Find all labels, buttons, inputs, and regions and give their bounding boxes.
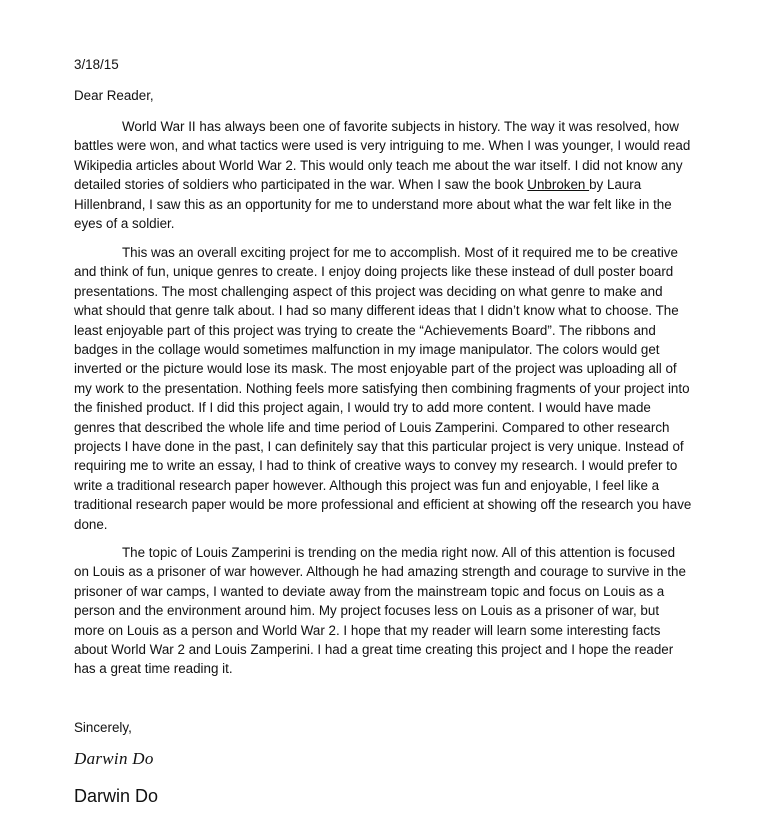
signature-printed-name: Darwin Do xyxy=(74,786,159,806)
book-title: Unbroken xyxy=(527,177,590,193)
paragraph-1-text-end: by Laura Hillenbrand, I saw this as an opportunity for me to understand more about what the war felt like in the eyes of a soldier. xyxy=(74,177,672,232)
paragraph-1-text-start: World War II has always been one of favorite subjects in history. The way it was resolved, how battles were won, and what tactics were used is very intriguing to me. When I was younger, I would read Wikipedia articles about World War 2. This would only teach me about the war itself. I did not know any detailed stories of soldiers who participated in the war. When I saw the book xyxy=(74,119,691,193)
letter-date: 3/18/15 xyxy=(74,57,119,72)
closing: Sincerely, xyxy=(74,720,132,735)
paragraph-1 xyxy=(74,117,692,233)
paragraph-3: The topic of Louis Zamperini is trending on the media right now. All of this attention is focused on Louis as a prisoner of war however. Although he had amazing strength and courage to survive in the prisoner of war camps, I wanted to deviate away from the mainstream topic and focus on Louis as a person and the environment around him. My project focuses less on Louis as a prisoner of war, but more on Louis as a person and World War 2. I hope that my reader will learn some interesting facts about World War 2 and Louis Zamperini. I had a great time creating this project and I hope the reader has a great time reading it. xyxy=(74,545,686,677)
paragraph-2: This was an overall exciting project for me to accomplish. Most of it required me to be creative and think of fun, unique genres to create. I enjoy doing projects like these instead of dull poster board presentations. The most challenging aspect of this project was deciding on what genre to make and what should that genre talk about. I had so many different ideas that I didn’t know what to choose. The least enjoyable part of this project was trying to create the “Achievements Board”. The ribbons and badges in the collage would sometimes malfunction in my image manipulator. The colors would get inverted or the picture would lose its mask. The most enjoyable part of the project was uploading all of my work to the presentation. Nothing feels more satisfying then combining fragments of your project into the finished product. If I did this project again, I would try to add more content. I would have made genres that described the whole life and time period of Louis Zamperini. Compared to other research projects I have done in the past, I can definitely say that this particular project is very unique. Instead of requiring me to write an essay, I had to think of creative ways to convey my research. I would prefer to write a traditional research paper however. Although this project was fun and enjoyable, I feel like a traditional research paper would be more professional and efficient at showing off the research you have done. xyxy=(74,245,692,532)
salutation: Dear Reader, xyxy=(74,88,154,103)
signature-script: Darwin Do xyxy=(74,749,154,768)
